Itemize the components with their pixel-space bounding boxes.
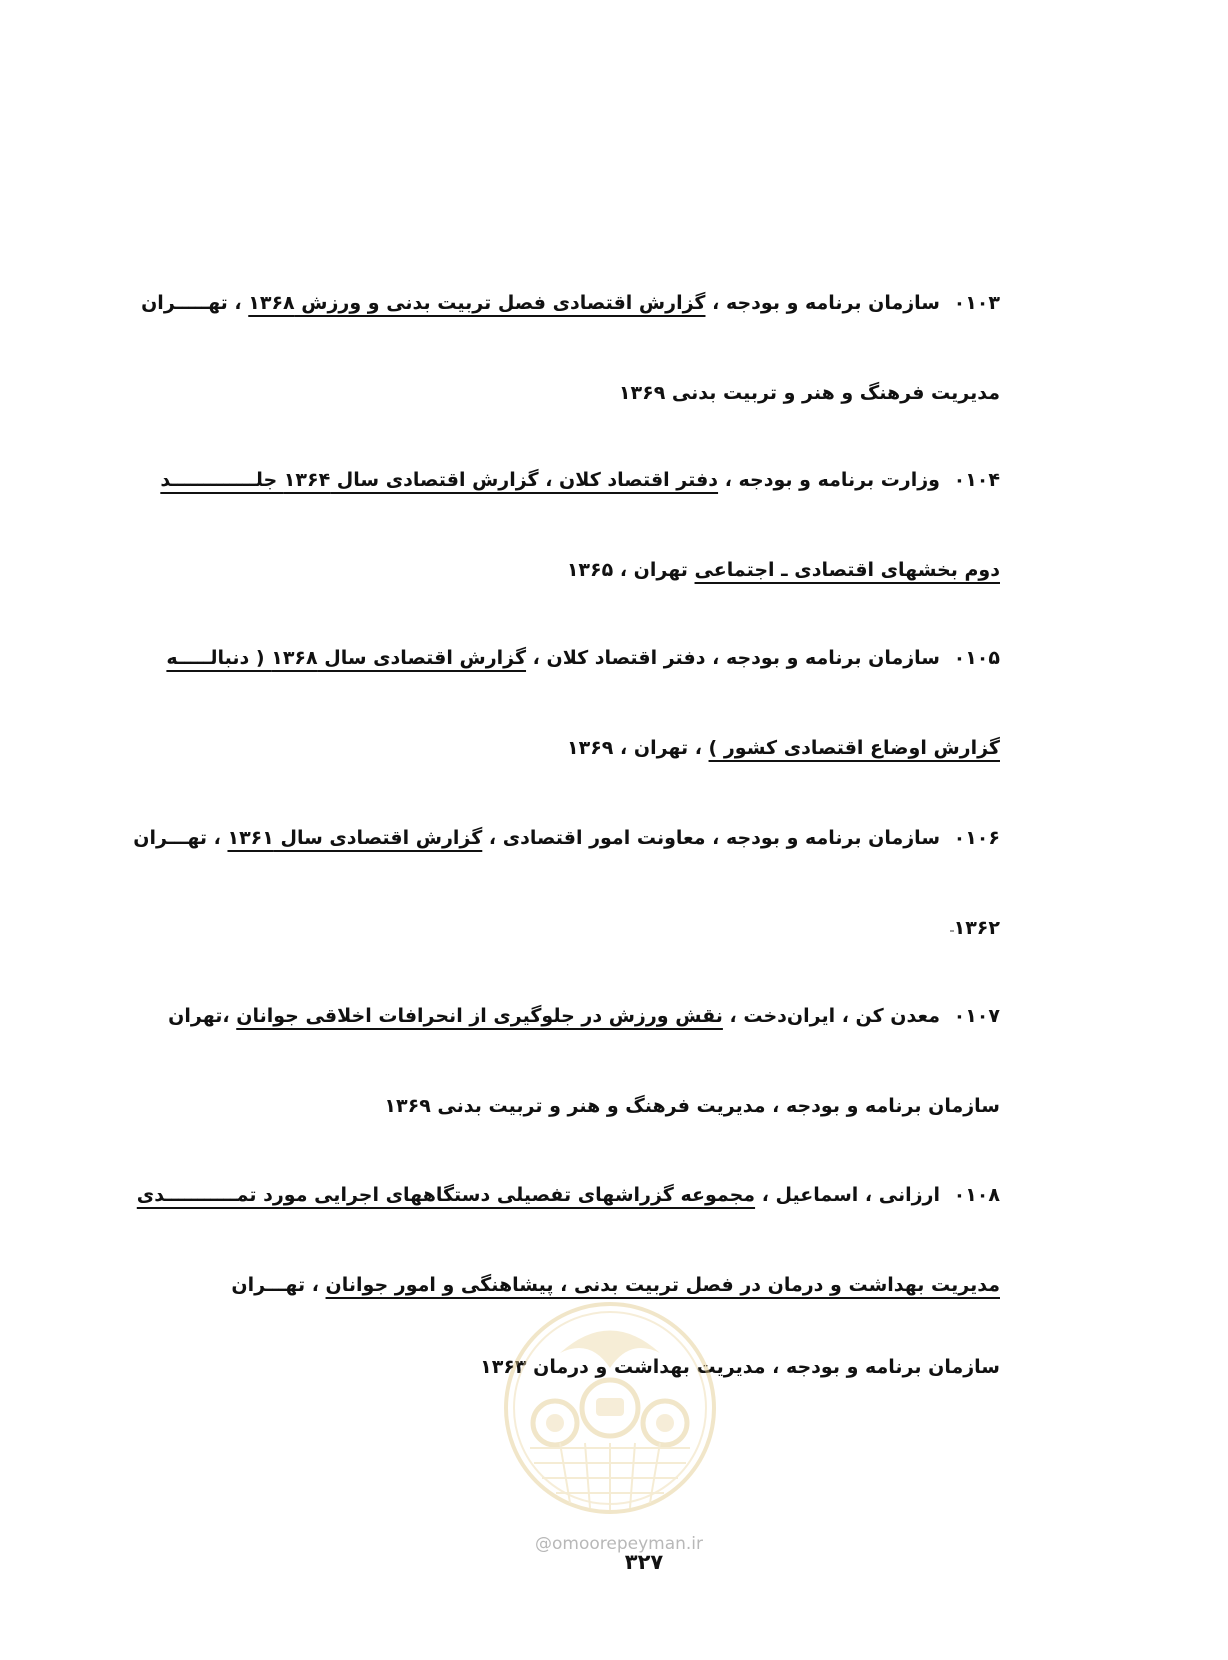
entry-title: دفتر اقتصاد کلان ، گزارش اقتصادی سال ۱۳۶۴ جلـــــــــــــد (160, 469, 719, 491)
entry-publisher: سازمان برنامه و بودجه ، مدیریت بهداشت و درمان ۱۳۶۳ (480, 1356, 1000, 1378)
entry-place: ، تهـــران (231, 1274, 319, 1296)
entry-line (168, 996, 1000, 1036)
entry-line (141, 283, 1000, 323)
entry-year: ۱۳۶۲ (953, 917, 1000, 939)
entry-publisher: مدیریت فرهنگ و هنر و تربیت بدنی ۱۳۶۹ (618, 382, 1000, 404)
entry-place: ، تهـــران (133, 827, 221, 849)
scan-speck (950, 930, 954, 932)
entry-author: معدن کن ، ایران‌دخت ، (729, 1005, 940, 1027)
entry-author: سازمان برنامه و بودجه ، معاونت امور اقتصادی ، (488, 827, 940, 849)
entry-line (220, 373, 1000, 413)
entry-author: سازمان برنامه و بودجه ، دفتر اقتصاد کلان ، (532, 647, 940, 669)
entry-line (136, 1175, 1000, 1215)
bibliography-entry-0107 (168, 996, 1000, 1126)
bibliography-entry-0104 (160, 460, 1000, 590)
entry-author: سازمان برنامه و بودجه ، (712, 292, 940, 314)
entry-line (166, 638, 1000, 678)
entry-place: ،تهران (168, 1005, 230, 1027)
bibliography-entry-0105 (166, 638, 1000, 768)
bibliography-entry-0106 (133, 818, 1000, 948)
entry-number: ۰۱۰۴ (953, 469, 1000, 491)
entry-title: مجموعه گزراشهای تفصیلی دستگاههای اجرایی مورد تمـــــــــــدی (136, 1184, 756, 1206)
entry-line (220, 550, 1000, 590)
entry-number: ۰۱۰۵ (953, 647, 1000, 669)
entry-line (160, 460, 1000, 500)
entry-number: ۰۱۰۳ (953, 292, 1000, 314)
entry-title-continued: گزارش اوضاع اقتصادی کشور ) (708, 737, 1000, 759)
entry-title-continued: دوم بخشهای اقتصادی ـ اجتماعی (694, 559, 1000, 581)
entry-number: ۰۱۰۸ (953, 1184, 1000, 1206)
entry-title-continued: مدیریت بهداشت و درمان در فصل تربیت بدنی ، پیشاهنگی و امور جوانان (325, 1274, 1000, 1296)
entry-title: گزارش اقتصادی سال ۱۳۶۱ (227, 827, 483, 849)
entry-place: ، تهران ، ۱۳۶۹ (567, 737, 702, 759)
entry-place: ، تهـــــران (141, 292, 242, 314)
watermark-logo-icon (500, 1298, 720, 1518)
entry-title: گزارش اقتصادی سال ۱۳۶۸ ( دنبالـــــه (166, 647, 527, 669)
bibliography-entry-0103 (141, 283, 1000, 413)
entry-author: ارزانی ، اسماعیل ، (761, 1184, 940, 1206)
page-number: ۳۲۷ (624, 1550, 664, 1574)
entry-number: ۰۱۰۷ (953, 1005, 1000, 1027)
entry-line (220, 1086, 1000, 1126)
entry-number: ۰۱۰۶ (953, 827, 1000, 849)
entry-title: گزارش اقتصادی فصل تربیت بدنی و ورزش ۱۳۶۸ (248, 292, 706, 314)
entry-author: وزارت برنامه و بودجه ، (724, 469, 940, 491)
entry-line (220, 908, 1000, 948)
entry-line (220, 728, 1000, 768)
entry-line (133, 818, 1000, 858)
entry-place: تهران ، ۱۳۶۵ (566, 559, 688, 581)
entry-title: نقش ورزش در جلوگیری از انحرافات اخلاقی جوانان (236, 1005, 723, 1027)
watermark-url: @omoorepeyman.ir (534, 1534, 704, 1554)
entry-publisher: سازمان برنامه و بودجه ، مدیریت فرهنگ و هنر و تربیت بدنی ۱۳۶۹ (384, 1095, 1000, 1117)
